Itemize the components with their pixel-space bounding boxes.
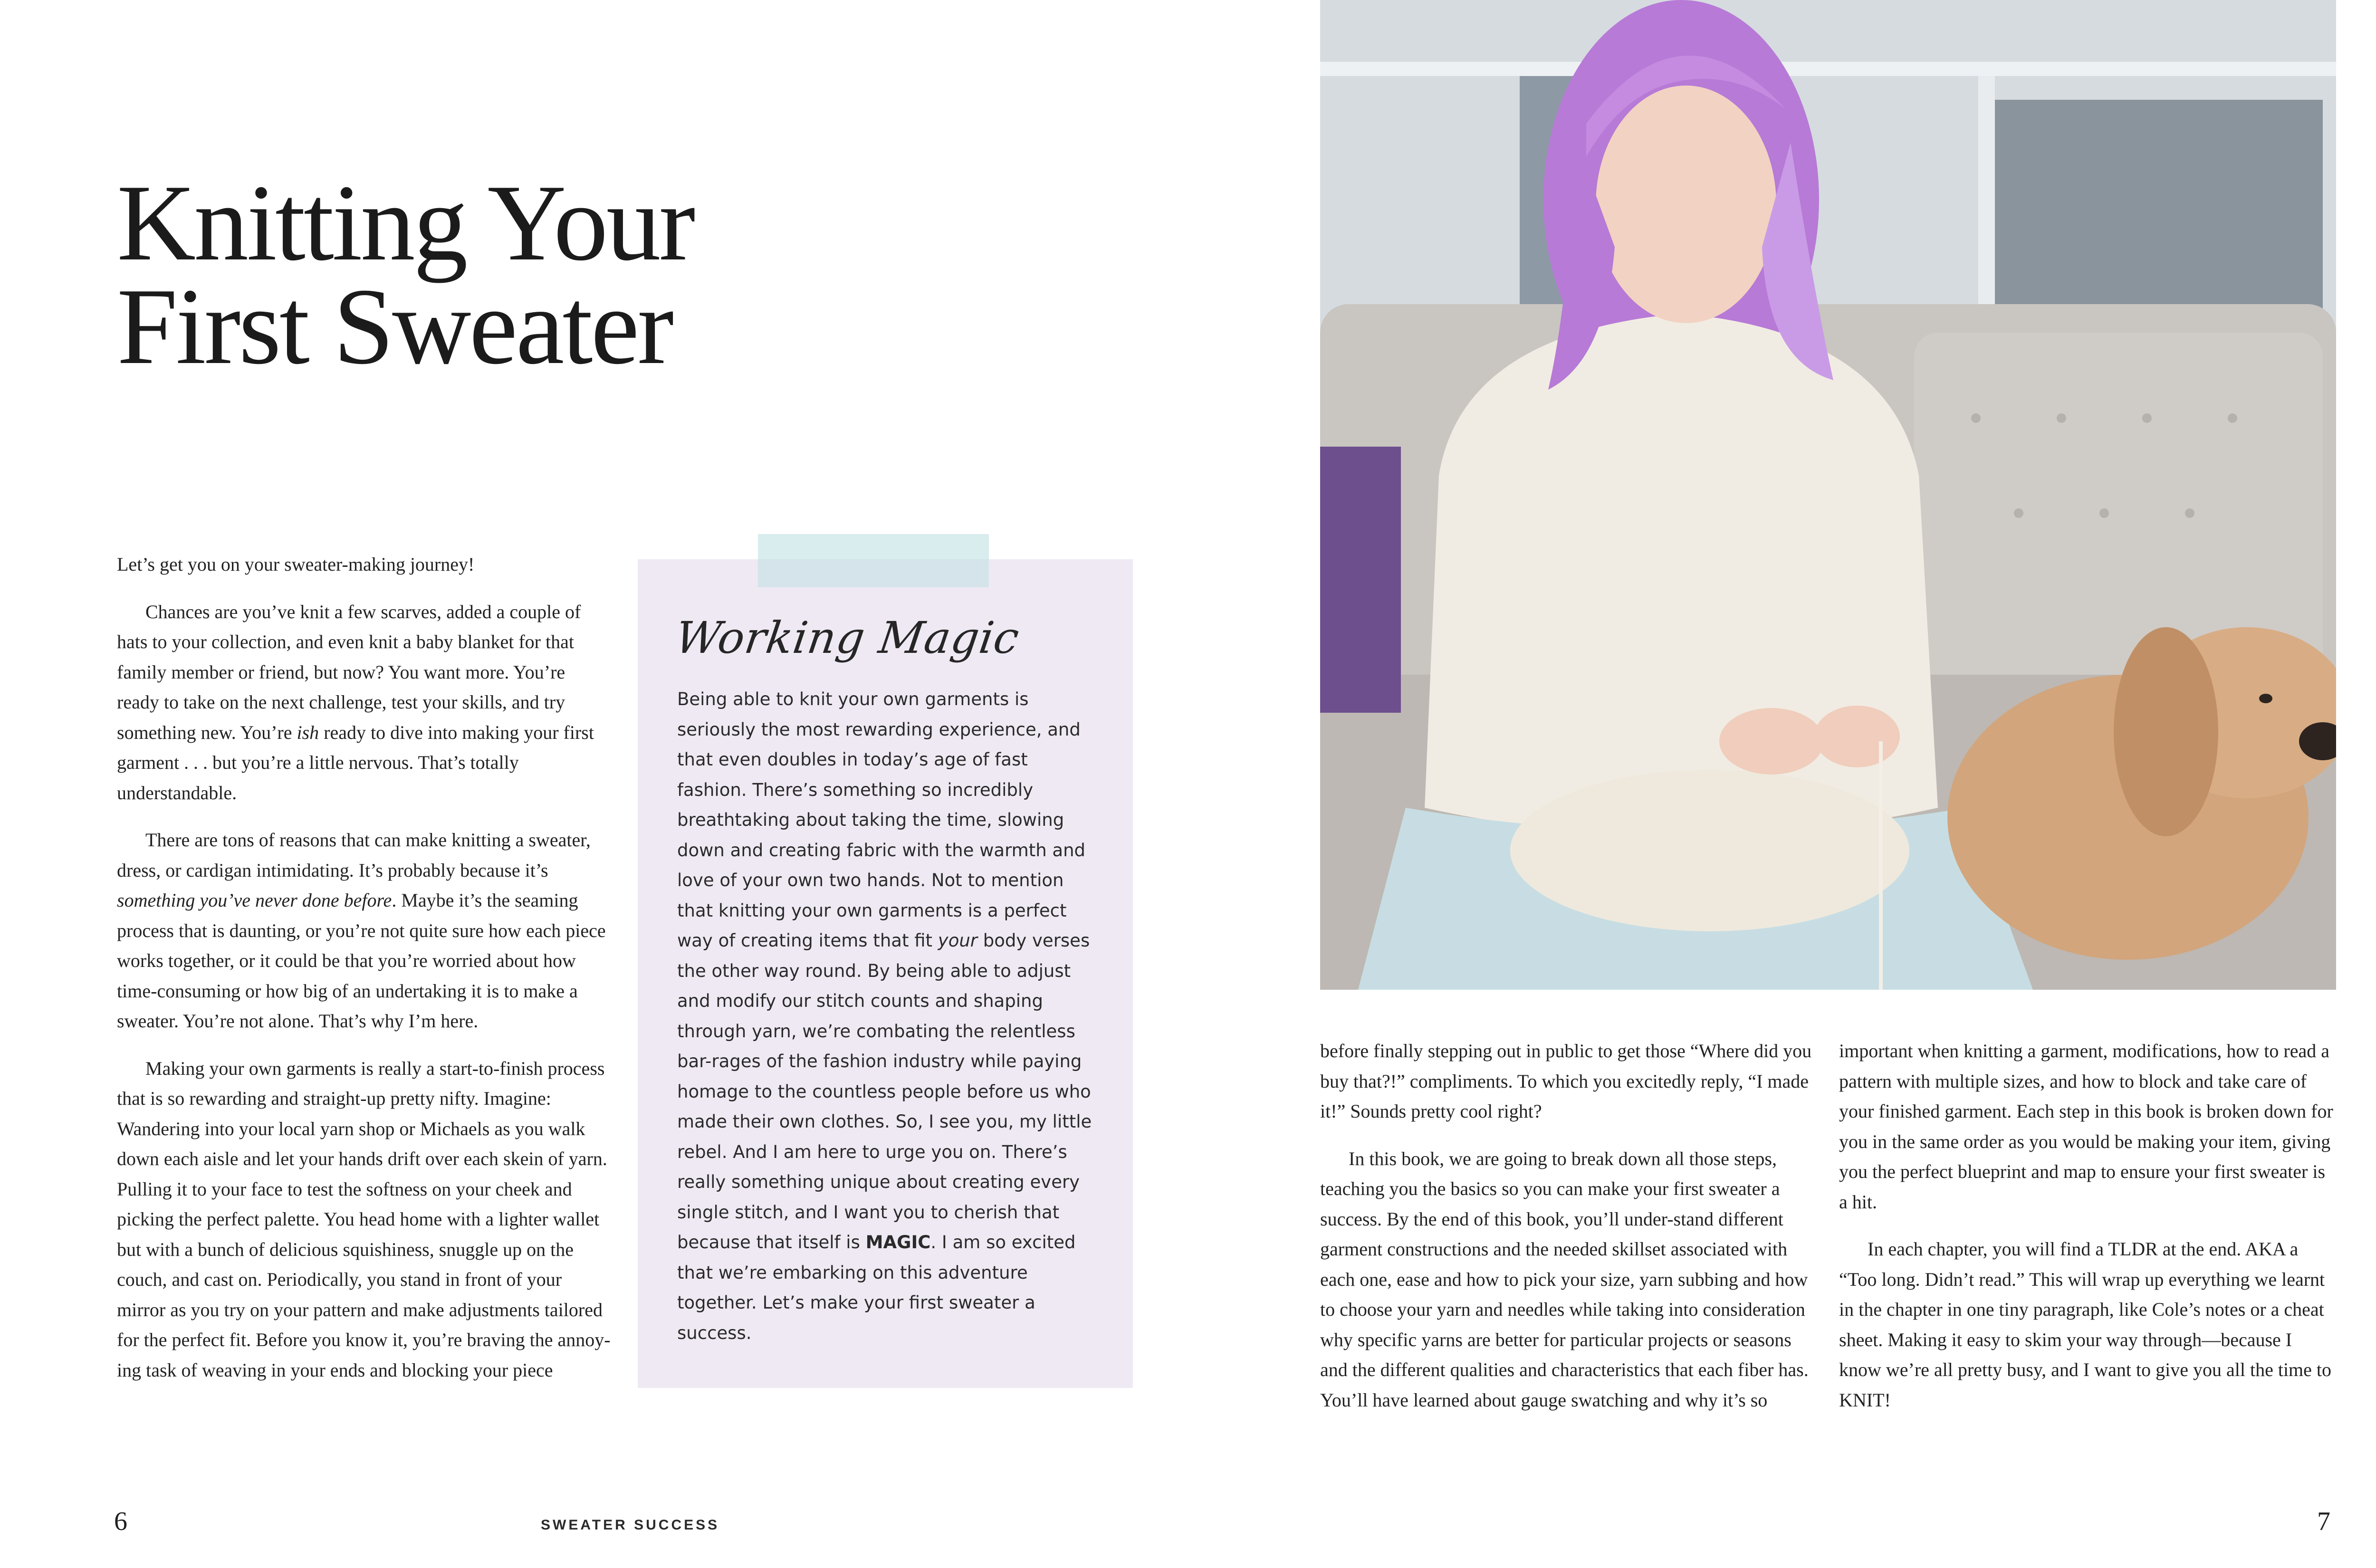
running-head: SWEATER SUCCESS [541, 1517, 720, 1533]
body-column-right [1839, 1036, 2333, 1432]
sidebar-body: Being able to knit your own garments is seriously the most rewarding experience, and that even doubles in today’s age of fast fashion. There’s something so incredibly breathtaking about taking the time, slowing down and creating fabric with the warmth and love of your own two hands. Not to mention that knitting your own garments is a perfect way of creating items that fit your body verses the other way round. By being able to adjust and modify our stitch counts and shaping through yarn, we’re combating the relentless bar-rages of the fashion industry while paying homage to the countless people before us who made their own clothes. So, I see you, my little rebel. And I am here to urge you on. There’s really something unique about creating every single stitch, and I want you to cherish that because that itself is MAGIC. I am so excited that we’re embarking on this adventure together. Let’s make your first sweater a success. [677, 689, 1092, 1343]
paragraph: important when knitting a garment, modifications, how to read a pattern with multiple sizes, and how to block and take care of your finished garment. Each step in this book is broken down for you in the same order as you would be making your item, giving you the perfect blueprint and map to ensure your first sweater is a hit. [1839, 1040, 2333, 1213]
face [1596, 86, 1776, 323]
chapter-title-line-1: Knitting Your [117, 162, 694, 283]
chapter-title [117, 162, 877, 387]
sidebar-heading: Working Magic [672, 612, 1023, 663]
page-number-left: 6 [114, 1507, 127, 1536]
page-number-right: 7 [2317, 1507, 2330, 1536]
photo-knitter-with-dog [1320, 0, 2336, 990]
body-column-left [117, 549, 611, 1402]
pillow [1320, 447, 1401, 713]
paragraph: In each chapter, you will find a TLDR at the end. AKA a “Too long. Didn’t read.” This will wrap up everything we learnt in the chapter in one tiny paragraph, like Cole’s notes or a cheat sheet. Making it easy to skim your way through—because I know we’re all pretty busy, and I want to give you all the time to KNIT! [1839, 1238, 2332, 1411]
chapter-title-line-2: First Sweater [117, 266, 672, 387]
sidebar-tape-tab [758, 534, 989, 587]
body-column-middle [1320, 1036, 1814, 1432]
paragraph: Making your own garments is really a start-to-finish process that is so rewarding and straight-up pretty nifty. Imagine: Wandering into your local yarn shop or Michaels as you walk down each aisle and let your hands drift over each skein of yarn. Pulling it to your face to test the softness on your cheek and picking the perfect palette. You head home with a lighter wallet but with a bunch of delicious squishiness, snuggle up on the couch, and cast on. Periodically, you stand in front of your mirror as you try on your pattern and make adjustments tailored for the perfect fit. Before you know it, you’re braving the annoy-ing task of weaving in your ends and blocking your piece [117, 1057, 611, 1381]
photo-illustration [1320, 0, 2336, 990]
knitting-project [1510, 770, 1909, 931]
paragraph: There are tons of reasons that can make knitting a sweater, dress, or cardigan intimidating. It’s probably because it’s something you’ve never done before. Maybe it’s the seaming process that is daunting, or you’re not quite sure how each piece works together, or it could be that you’re worried about how time-consuming or how big of an undertaking it is to make a sweater. You’re not alone. That’s why I’m here. [117, 829, 606, 1032]
paragraph: Let’s get you on your sweater-making journey! [117, 554, 475, 575]
paragraph: Chances are you’ve knit a few scarves, added a couple of hats to your collection, and even knit a baby blanket for that family member or friend, but now? You want more. You’re ready to take on the next challenge, test your skills, and try something new. You’re ish ready to dive into making your first garment . . . but you’re a little nervous. That’s totally understandable. [117, 601, 594, 803]
hands [1719, 708, 1824, 774]
paragraph: before finally stepping out in public to get those “Where did you buy that?!” compliments. To which you excitedly reply, “I made it!” Sounds pretty cool right? [1320, 1040, 1812, 1122]
paragraph: In this book, we are going to break down all those steps, teaching you the basics so you can make your first sweater a success. By the end of this book, you’ll under-stand different garment constructions and the needed skillset associated with each one, ease and how to pick your size, yarn subbing and how to choose your yarn and needles while taking into consideration why specific yarns are better for particular projects or seasons and the different qualities and characteristics that each fiber has. You’ll have learned about gauge swatching and why it’s so [1320, 1147, 1809, 1411]
